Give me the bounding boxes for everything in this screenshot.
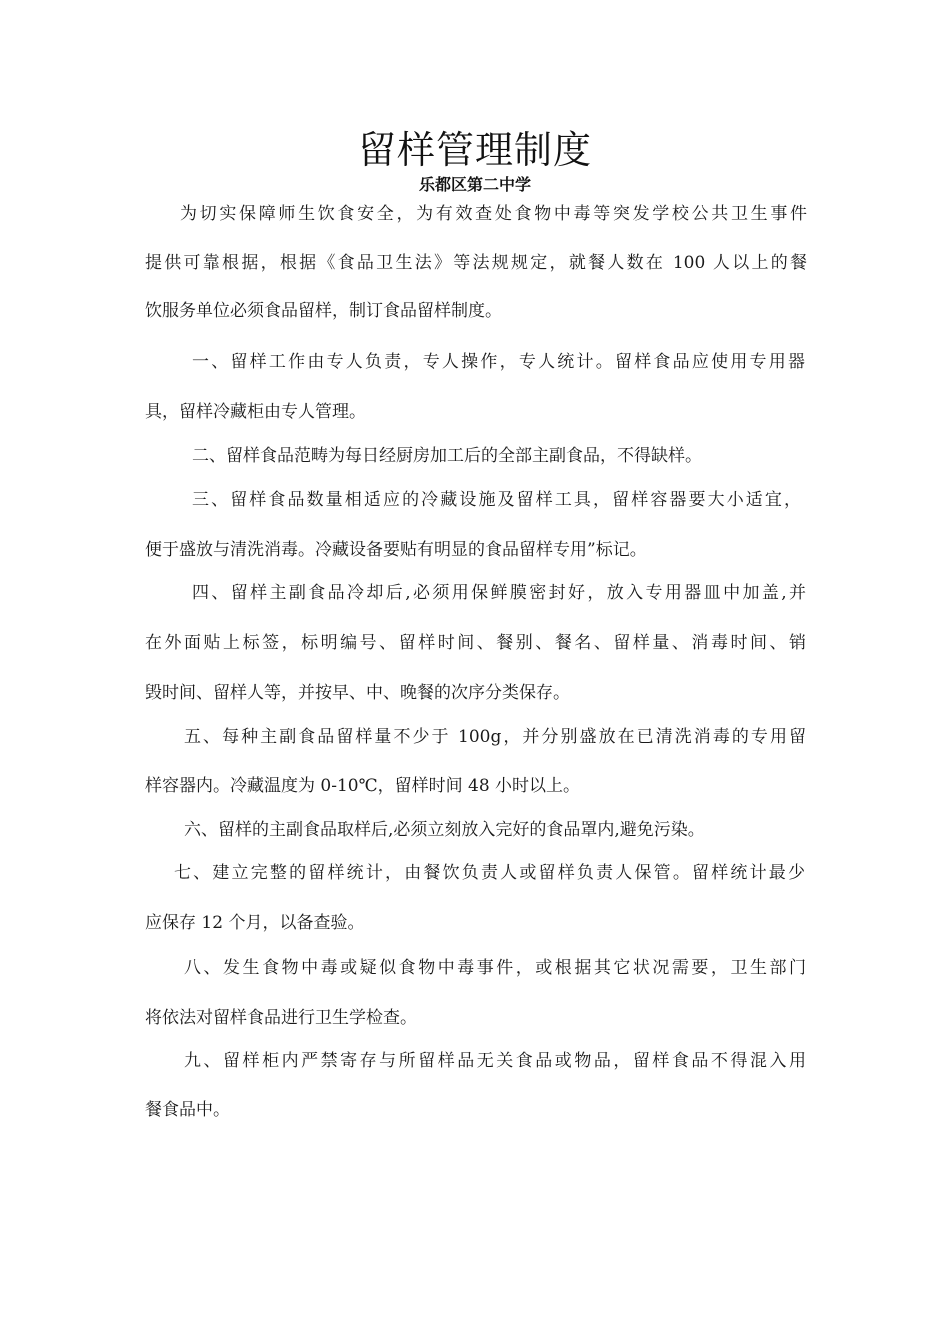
text-line: 将依法对留样食品进行卫生学检查。	[145, 1008, 417, 1028]
text-line: 四、留样主副食品冷却后,必须用保鲜膜密封好，放入专用器皿中加盖,并	[192, 583, 806, 603]
text-line: 提供可靠根据，根据《食品卫生法》等法规规定，就餐人数在 100 人以上的餐	[145, 253, 807, 273]
text-line: 一、留样工作由专人负责，专人操作，专人统计。留样食品应使用专用器	[192, 352, 805, 372]
text-line: 八、发生食物中毒或疑似食物中毒事件，或根据其它状况需要，卫生部门	[184, 958, 806, 978]
text-line: 样容器内。冷藏温度为 0-10℃，留样时间 48 小时以上。	[145, 776, 581, 796]
text-line: 应保存 12 个月，以备查验。	[145, 913, 365, 933]
document-title: 留样管理制度	[357, 128, 592, 172]
text-line: 餐食品中。	[145, 1100, 230, 1120]
text-line: 毁时间、留样人等，并按早、中、晚餐的次序分类保存。	[145, 683, 570, 703]
text-line: 为切实保障师生饮食安全，为有效查处食物中毒等突发学校公共卫生事件	[180, 204, 807, 224]
text-line: 九、留样柜内严禁寄存与所留样品无关食品或物品，留样食品不得混入用	[184, 1051, 806, 1071]
text-line: 七、建立完整的留样统计，由餐饮负责人或留样负责人保管。留样统计最少	[174, 863, 805, 883]
text-line: 具，留样冷藏柜由专人管理。	[145, 402, 366, 422]
text-line: 便于盛放与清洗消毒。冷藏设备要贴有明显的食品留样专用”标记。	[145, 540, 647, 560]
text-line: 六、留样的主副食品取样后,必须立刻放入完好的食品罩内,避免污染。	[184, 820, 705, 840]
school-name: 乐都区第二中学	[418, 175, 531, 194]
text-line: 在外面贴上标签，标明编号、留样时间、餐别、餐名、留样量、消毒时间、销	[145, 633, 806, 653]
text-line: 三、留样食品数量相适应的冷藏设施及留样工具，留样容器要大小适宜，	[192, 490, 801, 510]
text-line: 二、留样食品范畴为每日经厨房加工后的全部主副食品，不得缺样。	[192, 446, 702, 466]
text-line: 五、每种主副食品留样量不少于 100g，并分别盛放在已清洗消毒的专用留	[184, 727, 806, 747]
text-line: 饮服务单位必须食品留样，制订食品留样制度。	[145, 301, 502, 321]
